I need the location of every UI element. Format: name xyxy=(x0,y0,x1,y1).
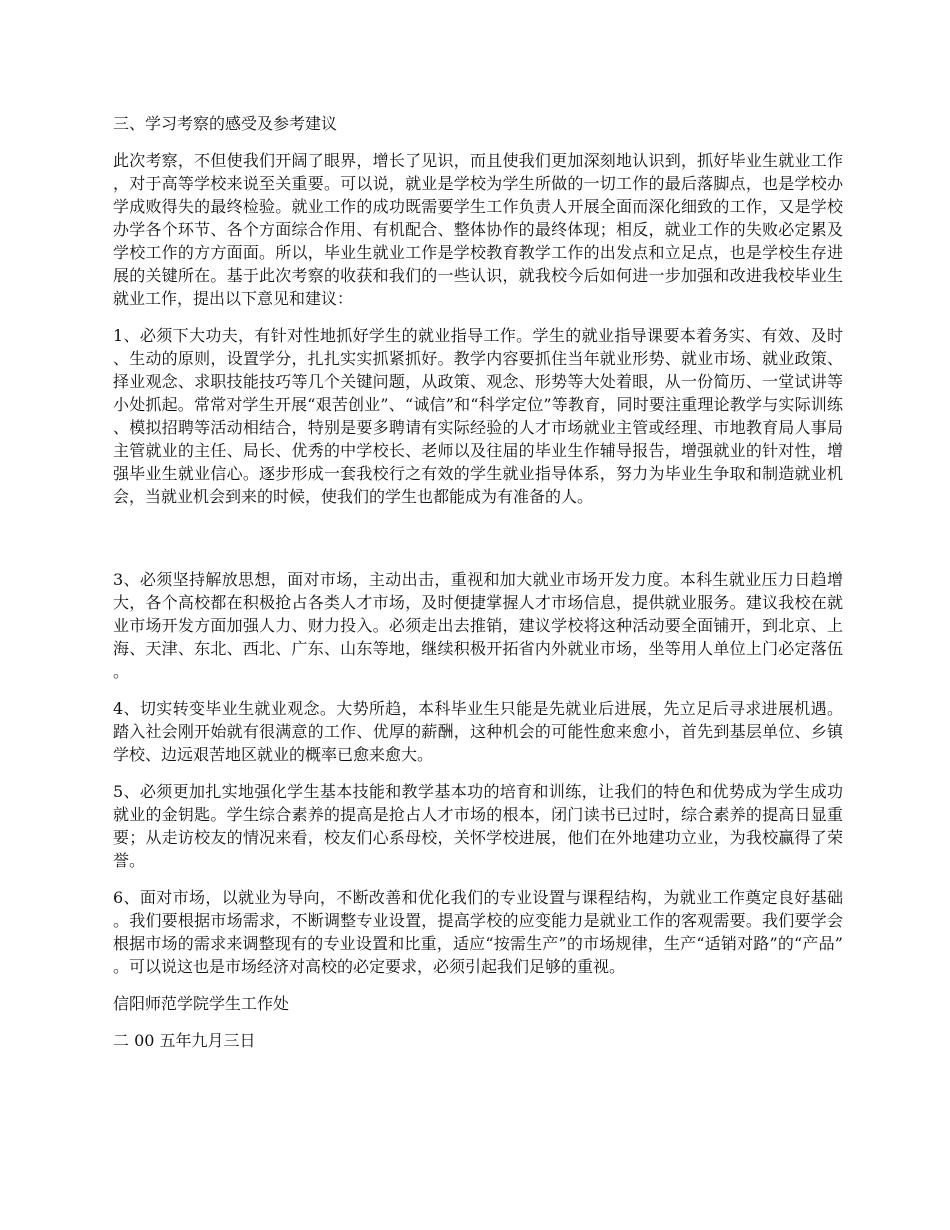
point-3-paragraph: 3、必须坚持解放思想，面对市场，主动出击，重视和加大就业市场开发力度。本科生就业压力日趋增大，各个高校都在积极抢占各类人才市场，及时便捷掌握人才市场信息，提供就业服务。建议我校在就业市场开发方面加强人力、财力投入。必须走出去推销，建议学校将这种活动要全面铺开，到北京、上海、天津、东北、西北、广东、山东等地，继续积极开拓省内外就业市场，坐等用人单位上门必定落伍。 xyxy=(113,570,843,681)
point-4-paragraph: 4、切实转变毕业生就业观念。大势所趋，本科毕业生只能是先就业后进展，先立足后寻求进展机遇。踏入社会刚开始就有很满意的工作、优厚的薪酬，这种机会的可能性愈来愈小，首先到基层单位、乡镇学校、边远艰苦地区就业的概率已愈来愈大。 xyxy=(113,699,843,764)
point-5-paragraph: 5、必须更加扎实地强化学生基本技能和教学基本功的培育和训练，让我们的特色和优势成为学生成功就业的金钥匙。学生综合素养的提高是抢占人才市场的根本，闭门读书已过时，综合素养的提高日显重要；从走访校友的情况来看，校友们心系母校，关怀学校进展，他们在外地建功立业，为我校赢得了荣誉。 xyxy=(113,782,843,870)
document-body xyxy=(113,112,843,1066)
date-line: 二 00 五年九月三日 xyxy=(113,1031,256,1050)
intro-paragraph: 此次考察，不但使我们开阔了眼界，增长了见识，而且使我们更加深刻地认识到，抓好毕业生就业工作，对于高等学校来说至关重要。可以说，就业是学校为学生所做的一切工作的最后落脚点，也是学校办学成败得失的最终检验。就业工作的成功既需要学生工作负责人开展全面而深化细致的工作，又是学校办学各个环节、各个方面综合作用、有机配合、整体协作的最终体现；相反，就业工作的失败必定累及学校工作的方方面面。所以，毕业生就业工作是学校教育教学工作的出发点和立足点，也是学校生存进展的关键所在。基于此次考察的收获和我们的一些认识，就我校今后如何进一步加强和改进我校毕业生就业工作，提出以下意见和建议： xyxy=(113,151,843,308)
point-1-paragraph: 1、必须下大功夫，有针对性地抓好学生的就业指导工作。学生的就业指导课要本着务实、有效、及时、生动的原则，设置学分，扎扎实实抓紧抓好。教学内容要抓住当年就业形势、就业市场、就业政策、择业观念、求职技能技巧等几个关键问题，从政策、观念、形势等大处着眼，从一份简历、一堂试讲等小处抓起。常常对学生开展“艰苦创业”、“诚信”和“科学定位”等教育，同时要注重理论教学与实际训练、模拟招聘等活动相结合，特别是要多聘请有实际经验的人才市场就业主管或经理、市地教育局人事局主管就业的主任、局长、优秀的中学校长、老师以及往届的毕业生作辅导报告，增强就业的针对性，增强毕业生就业信心。逐步形成一套我校行之有效的学生就业指导体系，努力为毕业生争取和制造就业机会，当就业机会到来的时候，使我们的学生也都能成为有准备的人。 xyxy=(113,326,843,506)
signature-line: 信阳师范学院学生工作处 xyxy=(113,994,290,1013)
point-6-paragraph: 6、面对市场，以就业为导向，不断改善和优化我们的专业设置与课程结构，为就业工作奠定良好基础。我们要根据市场需求，不断调整专业设置，提高学校的应变能力是就业工作的客观需要。我们要学会根据市场的需求来调整现有的专业设置和比重，适应“按需生产”的市场规律，生产“适销对路”的“产品”。可以说这也是市场经济对高校的必定要求，必须引起我们足够的重视。 xyxy=(113,888,843,976)
blank-gap xyxy=(113,522,843,568)
section-heading: 三、学习考察的感受及参考建议 xyxy=(113,114,338,133)
